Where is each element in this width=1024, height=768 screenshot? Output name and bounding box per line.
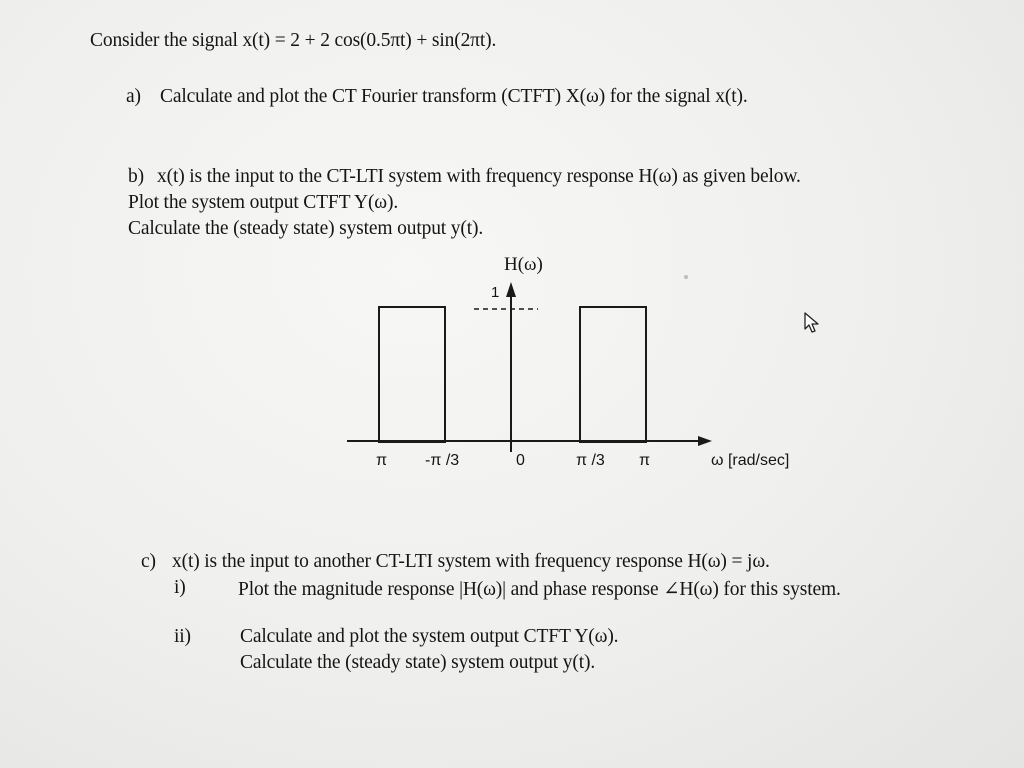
part-c-sub-ii-line1: Calculate and plot the system output CTFT Y(ω). [240, 626, 619, 647]
x-axis-label: ω [rad/sec] [711, 452, 790, 469]
problem-intro: Consider the signal x(t) = 2 + 2 cos(0.5πt) + sin(2πt). [90, 30, 497, 51]
part-b-line3: Calculate the (steady state) system output y(t). [128, 218, 484, 239]
part-b-label: b) [128, 166, 144, 187]
part-a-text: Calculate and plot the CT Fourier transform (CTFT) X(ω) for the signal x(t). [160, 86, 748, 107]
x-tick-neg-pi-third: -π /3 [425, 452, 460, 469]
part-c-sub-ii-line2: Calculate the (steady state) system output y(t). [240, 652, 596, 673]
mouse-cursor-icon [803, 312, 823, 334]
right-passband-rect [580, 307, 646, 442]
omega-axis-arrow [698, 436, 712, 446]
left-passband-rect [379, 307, 445, 442]
part-c-label: c) [141, 551, 156, 572]
x-tick-neg-pi: π [376, 452, 388, 469]
x-tick-pi: π [639, 452, 651, 469]
paper-speck [684, 275, 688, 279]
part-c-line1: x(t) is the input to another CT-LTI system with frequency response H(ω) = jω. [172, 551, 770, 572]
part-c-sub-i-label: i) [174, 577, 186, 598]
part-c-sub-ii-label: ii) [174, 626, 191, 647]
part-b-line1: x(t) is the input to the CT-LTI system with frequency response H(ω) as given below. [157, 166, 801, 187]
x-tick-zero: 0 [516, 452, 525, 469]
x-tick-pi-third: π /3 [576, 452, 605, 469]
y-tick-one: 1 [491, 284, 500, 301]
part-a-label: a) [126, 86, 141, 107]
part-c-sub-i-text: Plot the magnitude response |H(ω)| and phase response ∠H(ω) for this system. [238, 579, 841, 600]
part-b-line2: Plot the system output CTFT Y(ω). [128, 192, 399, 213]
figure-title: H(ω) [504, 254, 543, 275]
h-axis-arrow [506, 282, 516, 297]
